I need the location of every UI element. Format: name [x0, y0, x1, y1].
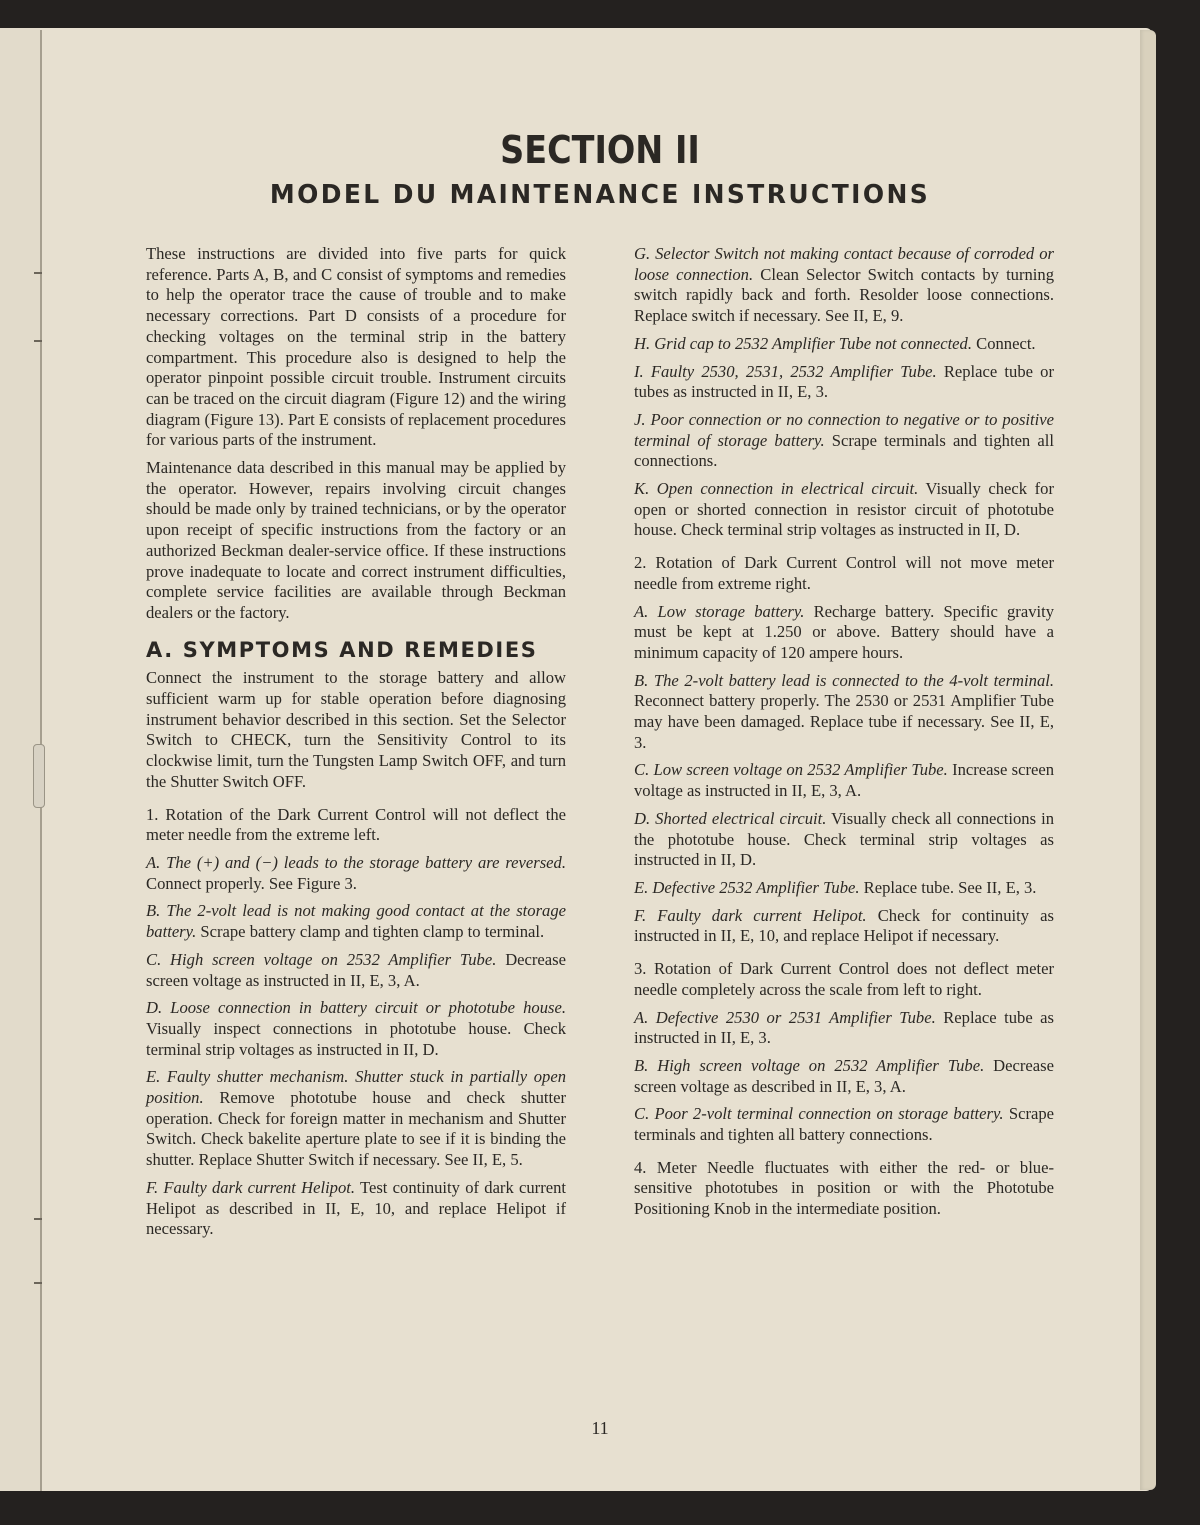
- remedy-item: J. Poor connection or no connection to negative or to positive terminal of storage battery. Scrape terminals and tighten all connections.: [634, 409, 1054, 471]
- intro-paragraph: Maintenance data described in this manual may be applied by the operator. However, repairs involving circuit changes should be made only by trained technicians, or by the operator upon receipt of specific instructions from the factory or an authorized Beckman dealer-service office. If these instructions prove inadequate to locate and correct instrument difficulties, complete service facilities are available through Beckman dealers or the factory.: [146, 458, 566, 622]
- remedy-item: K. Open connection in electrical circuit. Visually check for open or shorted connection in resistor circuit of phototube house. Check terminal strip voltages as instructed in II, D.: [634, 479, 1054, 540]
- margin-mark: [34, 272, 42, 274]
- remedy-item: E. Faulty shutter mechanism. Shutter stuck in partially open position. Remove phototube house and check shutter operation. Check for foreign matter in mechanism and Shutter Switch. Check bakelite aperture plate to see if it is binding the shutter. Replace Shutter Switch if necessary. See II, E, 5.: [146, 1067, 566, 1170]
- remedy-item: A. The (+) and (−) leads to the storage battery are reversed. Connect properly. See Figure 3.: [146, 852, 566, 893]
- remedy-item: C. Low screen voltage on 2532 Amplifier Tube. Increase screen voltage as instructed in II, E, 3, A.: [634, 760, 1054, 801]
- right-column: [634, 244, 1054, 1227]
- symptom-2: 2. Rotation of Dark Current Control will not move meter needle from extreme right.: [634, 553, 1054, 593]
- remedy-item: F. Faulty dark current Helipot. Check for continuity as instructed in II, E, 10, and replace Helipot if necessary.: [634, 905, 1054, 946]
- section-title: SECTION II: [500, 128, 700, 172]
- remedy-item: D. Loose connection in battery circuit or phototube house. Visually inspect connections in phototube house. Check terminal strip voltages as instructed in II, D.: [146, 998, 566, 1059]
- remedy-item: A. Low storage battery. Recharge battery. Specific gravity must be kept at 1.250 or above. Battery should have a minimum capacity of 120 ampere hours.: [634, 601, 1055, 662]
- remedy-item: D. Shorted electrical circuit. Visually check all connections in the phototube house. Check terminal strip voltages as instructed in II, D.: [634, 808, 1055, 870]
- symptom-3: 3. Rotation of Dark Current Control does not deflect meter needle completely across the scale from left to right.: [634, 959, 1054, 999]
- remedy-item: C. High screen voltage on 2532 Amplifier Tube. Decrease screen voltage as instructed in II, E, 3, A.: [146, 949, 566, 990]
- section-a-intro: Connect the instrument to the storage battery and allow sufficient warm up for stable operation before diagnosing instrument behavior described in this section. Set the Selector Switch to CHECK, turn the Sensitivity Control to its clockwise limit, turn the Tungsten Lamp Switch OFF, and turn the Shutter Switch OFF.: [146, 668, 566, 791]
- remedy-item: B. The 2-volt lead is not making good contact at the storage battery. Scrape battery clamp and tighten clamp to terminal.: [146, 901, 566, 942]
- left-column: [146, 244, 566, 1247]
- margin-mark: [34, 340, 42, 342]
- page-number: 11: [591, 1418, 609, 1438]
- page-fore-edge: [1140, 30, 1156, 1490]
- section-a-heading: A. SYMPTOMS AND REMEDIES: [146, 637, 538, 662]
- symptom-4: 4. Meter Needle fluctuates with either the red- or blue-sensitive phototubes in position or with the Phototube Positioning Knob in the intermediate position.: [634, 1157, 1054, 1219]
- remedy-item: C. Poor 2-volt terminal connection on storage battery. Scrape terminals and tighten all battery connections.: [634, 1104, 1055, 1145]
- binding-staple: [33, 744, 45, 808]
- remedy-item: E. Defective 2532 Amplifier Tube. Replace tube. See II, E, 3.: [634, 877, 1037, 897]
- remedy-item: B. The 2-volt battery lead is connected to the 4-volt terminal. Reconnect battery properly. The 2530 or 2531 Amplifier Tube may have been damaged. Replace tube if necessary. See II, E, 3.: [634, 670, 1054, 752]
- remedy-item: A. Defective 2530 or 2531 Amplifier Tube. Replace tube as instructed in II, E, 3.: [634, 1007, 1054, 1048]
- symptom-1: 1. Rotation of the Dark Current Control will not deflect the meter needle from the extreme left.: [146, 804, 566, 845]
- page-title: MODEL DU MAINTENANCE INSTRUCTIONS: [269, 180, 931, 210]
- remedy-item: B. High screen voltage on 2532 Amplifier Tube. Decrease screen voltage as described in II, E, 3, A.: [634, 1055, 1054, 1096]
- intro-paragraph: These instructions are divided into five parts for quick reference. Parts A, B, and C consist of symptoms and remedies to help the operator trace the cause of trouble and to make necessary corrections. Part D consists of a procedure for checking voltages on the terminal strip in the battery compartment. This procedure also is designed to help the operator pinpoint possible circuit trouble. Instrument circuits can be traced on the circuit diagram (Figure 12) and the wiring diagram (Figure 13). Part E consists of replacement procedures for various parts of the instrument.: [146, 244, 566, 450]
- margin-mark: [34, 1218, 42, 1220]
- remedy-item: G. Selector Switch not making contact because of corroded or loose connection. Clean Selector Switch contacts by turning switch rapidly back and forth. Resolder loose connections. Replace switch if necessary. See II, E, 9.: [634, 244, 1055, 326]
- margin-mark: [34, 1282, 42, 1284]
- remedy-item: F. Faulty dark current Helipot. Test continuity of dark current Helipot as described in II, E, 10, and replace Helipot if necessary.: [146, 1177, 566, 1239]
- remedy-item: I. Faulty 2530, 2531, 2532 Amplifier Tube. Replace tube or tubes as instructed in II, E, 3.: [634, 361, 1054, 402]
- remedy-item: H. Grid cap to 2532 Amplifier Tube not connected. Connect.: [634, 333, 1036, 353]
